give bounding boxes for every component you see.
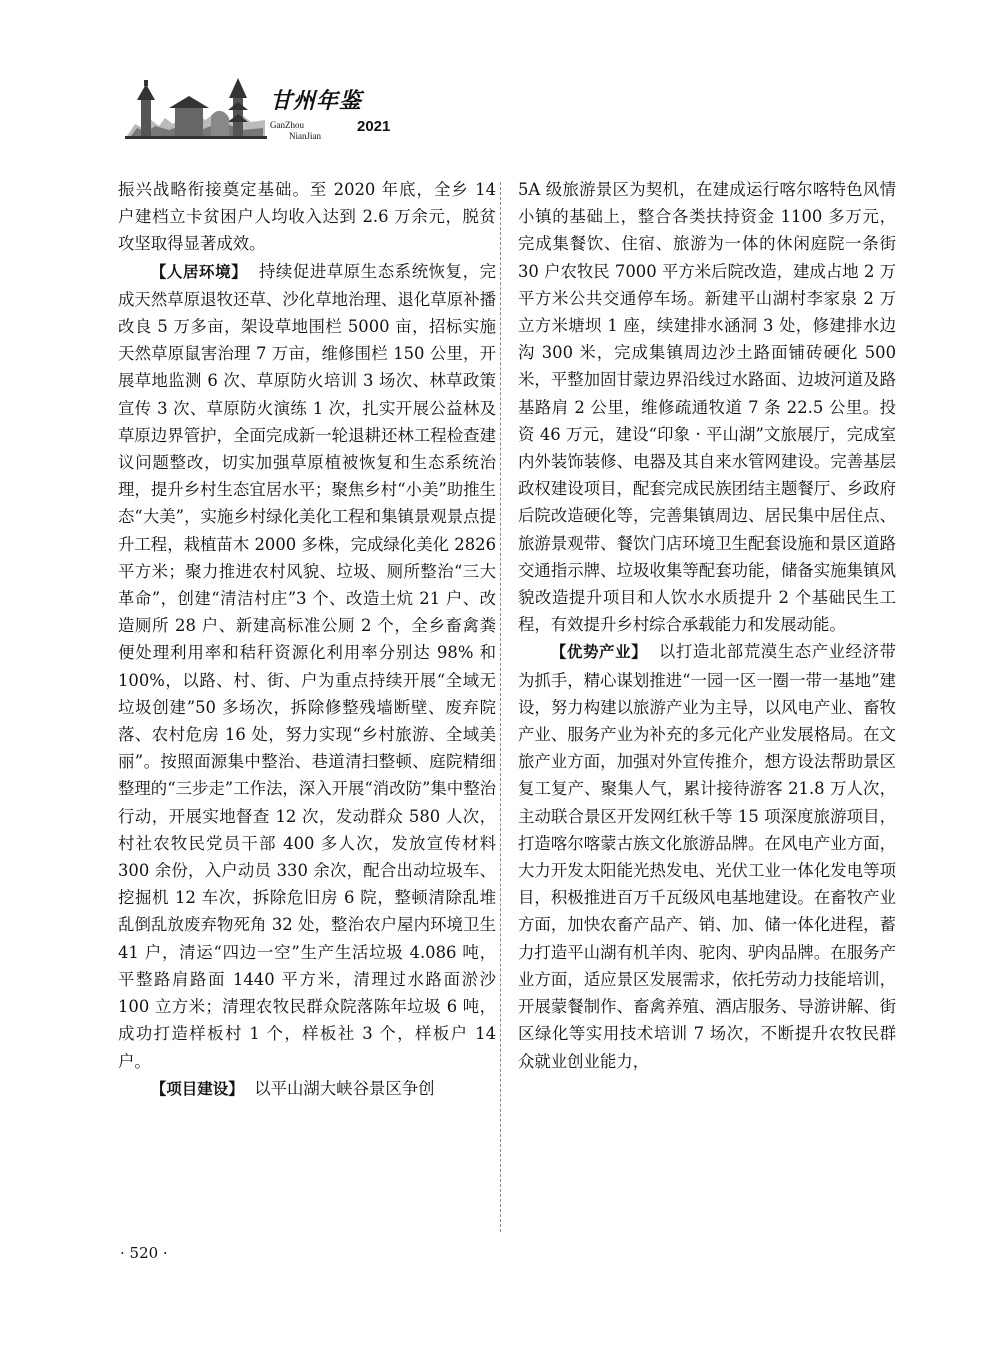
brand-english-line-1: GanZhou bbox=[270, 120, 304, 130]
page-number: · 520 · bbox=[120, 1244, 168, 1262]
paragraph-project-construction bbox=[118, 1075, 496, 1103]
brand-year: 2021 bbox=[357, 118, 391, 135]
paragraph-text: 持续促进草原生态系统恢复，完成天然草原退牧还草、沙化草地治理、退化草原补播改良 5 万多亩，架设草地围栏 5000 亩，招标实施天然草原鼠害治理 7 万亩，维修围栏 150 公里，开展草地监测 6 次、草原防火培训 3 场次、林草政策宣传 3 次、草原防火演练 1 次，扎实开展公益林及草原边界管护，全面完成新一轮退耕还林工程检查建议问题整改，切实加强草原植被恢复和生态系统治理，提升乡村生态宜居水平；聚焦乡村“小美”助推生态“大美”，实施乡村绿化美化工程和集镇景观景点提升工程，栽植苗木 2000 多株，完成绿化美化 2826 平方米；聚力推进农村风貌、垃圾、厕所整治“三大革命”，创建“清洁村庄”3 个、改造土炕 21 户、改造厕所 28 户、新建高标准公厕 2 个，全乡畜禽粪便处理利用率和秸秆资源化利用率分别达 98% 和 100%，以路、村、街、户为重点持续开展“全域无垃圾创建”50 多场次，拆除修整残墙断壁、废弃院落、农村危房 16 处，努力实现“乡村旅游、全域美丽”。按照面源集中整治、巷道清扫整顿、庭院精细整理的“三步走”工作法，深入开展“消改防”集中整治行动，开展实地督查 12 次，发动群众 580 人次，村社农牧民党员干部 400 多人次，发放宣传材料 300 余份，入户动员 330 余次，配合出动垃圾车、挖掘机 12 车次，拆除危旧房 6 院，整顿清除乱堆乱倒乱放废弃物死角 32 处，整治农户屋内环境卫生 41 户，清运“四边一空”生产生活垃圾 4.086 吨，平整路肩路面 1440 平方米，清理过水路面淤沙 100 立方米；清理农牧民群众院落陈年垃圾 6 吨，成功打造样板村 1 个，样板社 3 个，样板户 14 户。 bbox=[118, 261, 496, 1071]
section-heading-project-construction: 【项目建设】 bbox=[150, 1079, 244, 1098]
landscape-pagoda-illustration bbox=[125, 76, 267, 146]
right-column bbox=[518, 176, 896, 1236]
section-heading-advantage-industry: 【优势产业】 bbox=[550, 643, 648, 662]
paragraph-project-continued: 5A 级旅游景区为契机，在建成运行喀尔喀特色风情小镇的基础上，整合各类扶持资金 1100 多万元，完成集餐饮、住宿、旅游为一体的休闲庭院一条街 30 户农牧民 7000 平方米后院改造，建成占地 2 万平方米公共交通停车场。新建平山湖村李家泉 2 万立方米塘坝 1 座，续建排水涵洞 3 处，修建排水边沟 300 米，完成集镇周边沙土路面铺砖硬化 500 米，平整加固甘蒙边界沿线过水路面、边坡河道及路基路肩 2 公里，维修疏通牧道 7 条 22.5 公里。投资 46 万元，建设“印象 · 平山湖”文旅展厅，完成室内外装饰装修、电器及其自来水管网建设。完善基层政权建设项目，配套完成民族团结主题餐厅、乡政府后院改造硬化等，完善集镇周边、居民集中居住点、旅游景观带、餐饮门店环境卫生配套设施和景区道路交通指示牌、垃圾收集等配套功能，储备实施集镇风貌改造提升项目和人饮水水质提升 2 个基础民生工程，有效提升乡村综合承载能力和发展动能。 bbox=[518, 180, 896, 635]
paragraph-living-environment bbox=[118, 258, 496, 1075]
brand-title: 甘州年鉴 bbox=[270, 88, 363, 114]
paragraph-text: 以平山湖大峡谷景区争创 bbox=[254, 1078, 435, 1098]
paragraph-poverty-result: 振兴战略衔接奠定基础。至 2020 年底，全乡 14 户建档立卡贫困户人均收入达到 2.6 万余元，脱贫攻坚取得显著成效。 bbox=[118, 180, 496, 254]
left-column bbox=[118, 176, 496, 1236]
brand-english-line-2: NianJian bbox=[289, 131, 321, 141]
paragraph-text: 以打造北部荒漠生态产业经济带为抓手，精心谋划推进“一园一区一圈一带一基地”建设，努力构建以旅游产业为主导，以风电产业、畜牧产业、服务产业为补充的多元化产业发展格局。在文旅产业方面，加强对外宣传推介，想方设法帮助景区复工复产、聚集人气，累计接待游客 21.8 万人次，主动联合景区开发网红秋千等 15 项深度旅游项目，打造喀尔喀蒙古族文化旅游品牌。在风电产业方面，大力开发太阳能光热发电、光伏工业一体化发电等项目，积极推进百万千瓦级风电基地建设。在畜牧产业方面，加快农畜产品产、销、加、储一体化进程，蓄力打造平山湖有机羊肉、驼肉、驴肉品牌。在服务产业方面，适应景区发展需求，依托劳动力技能培训，开展蒙餐制作、畜禽养殖、酒店服务、导游讲解、街区绿化等实用技术培训 7 场次，不断提升农牧民群众就业创业能力， bbox=[518, 642, 896, 1071]
paragraph-advantage-industry bbox=[518, 638, 896, 1074]
column-divider bbox=[500, 182, 501, 1232]
page-header bbox=[125, 76, 425, 146]
section-heading-living-environment: 【人居环境】 bbox=[150, 262, 248, 281]
